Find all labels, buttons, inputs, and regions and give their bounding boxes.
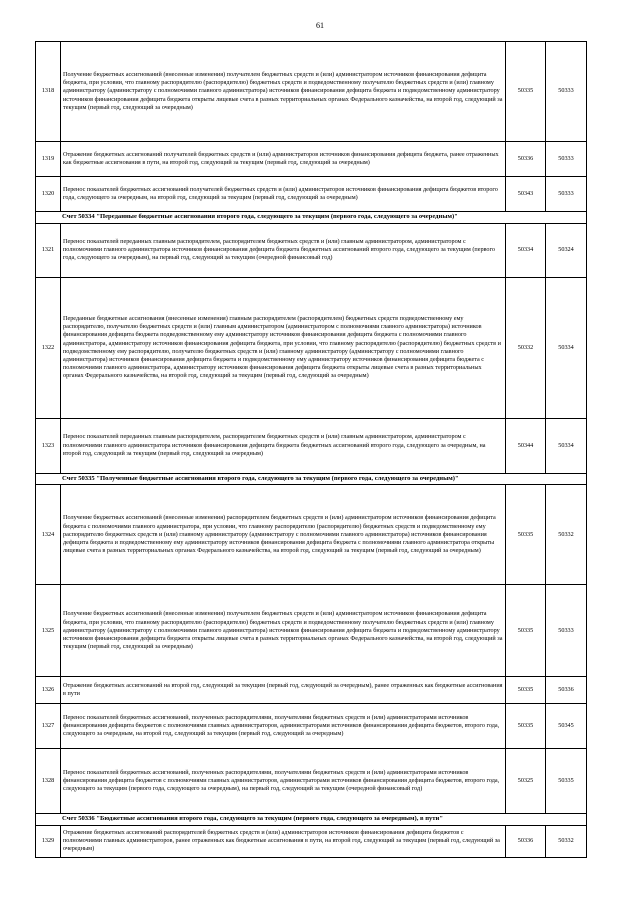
operation-description: Переданные бюджетные ассигнования (внесенные изменения) главным распорядителем (распорядителем) бюджетных средств подведомственному ему распорядителю, получателю бюджетных средств и (или) главным администратором (администратором с полномочиями главного администратора) источников финансирования дефицита бюджета подведомственному ему администратору источников финансирования дефицита бюджета с полномочиями главного администратора, администратору источников финансирования дефицита бюджета, при условии, что главному распорядителю (распорядителю) бюджетных средств и подведомственному ему распорядителю, получателю бюджетных средств и (или) главному администратору (администратору с полномочиями главного администратора) источников финансирования дефицита бюджета и подведомственному ему администратору источников финансирования дефицита бюджета с полномочиями главного администратора, администратору источников финансирования дефицита бюджета открыты лицевые счета в разных территориальных органах Федерального казначейства, на второй год, следующий за текущим (первый год, следующий за очередным) <box>61 277 506 418</box>
account-section-header <box>36 814 587 826</box>
debit-account: 50335 <box>506 485 546 585</box>
credit-account: 50332 <box>546 485 587 585</box>
debit-account: 50332 <box>506 277 546 418</box>
debit-account: 50335 <box>506 585 546 677</box>
operation-description: Получение бюджетных ассигнований (внесенные изменения) получателем бюджетных средств и (или) администратором источников финансирования дефицита бюджета, при условии, что главному распорядителю (распорядителю) бюджетных средств и подведомственному получателю бюджетных средств и (или) главному администратору (администратору с полномочиями главного администратора) источников финансирования дефицита бюджета и подведомственному администратору источников финансирования дефицита бюджета открыты лицевые счета в разных территориальных органах Федерального казначейства, на второй год, следующий за текущим (первый год, следующий за очередным) <box>61 42 506 142</box>
operation-description: Перенос показателей переданных главным распорядителем, распорядителем бюджетных средств и (или) главным администратором, администратором с полномочиями главного администратора источников финансирования дефицита бюджета бюджетных ассигнований второго года, следующего за текущим (первого года, следующего за очередным), на первый год, следующий за текущим (очередной финансовый год) <box>61 223 506 277</box>
credit-account: 50336 <box>546 677 587 704</box>
debit-account: 50335 <box>506 704 546 749</box>
accounting-entries-table <box>35 41 587 858</box>
credit-account: 50332 <box>546 825 587 857</box>
table-row <box>36 585 587 677</box>
credit-account: 50345 <box>546 704 587 749</box>
row-number: 1325 <box>36 585 61 677</box>
row-number: 1323 <box>36 418 61 473</box>
operation-description: Перенос показателей переданных главным распорядителем, распорядителем бюджетных средств и (или) главным администратором, администратором с полномочиями главного администратора источников финансирования дефицита бюджета бюджетных ассигнований второго года, следующего за очередным, на второй год, следующий за текущим (первый год, следующий за очередным) <box>61 418 506 473</box>
credit-account: 50333 <box>546 42 587 142</box>
account-section-title: Счет 50335 "Полученные бюджетные ассигнования второго года, следующего за текущим (первого года, следующего за очередным)" <box>36 473 587 485</box>
credit-account: 50333 <box>546 177 587 212</box>
row-number: 1327 <box>36 704 61 749</box>
operation-description: Получение бюджетных ассигнований (внесенные изменения) получателем бюджетных средств и (или) администратором источников финансирования дефицита бюджета, при условии, что главному распорядителю (распорядителю) бюджетных средств и подведомственному получателю бюджетных средств и (или) главному администратору (администратору с полномочиями главного администратора) источников финансирования дефицита бюджета и подведомственному администратору источников финансирования дефицита бюджета открыты лицевые счета в разных территориальных органах Федерального казначейства, на второй год, следующий за текущим (первый год, следующий за очередным) <box>61 585 506 677</box>
operation-description: Получение бюджетных ассигнований (внесенные изменения) распорядителем бюджетных средств и (или) администратором источников финансирования дефицита бюджета с полномочиями главного администратора, при условии, что главному распорядителю (распорядителю) бюджетных средств и подведомственному ему распорядителю бюджетных средств и (или) главному администратору (администратору с полномочиями главного администратора) источников финансирования дефицита бюджета и подведомственному ему администратору источников финансирования дефицита бюджета с полномочиями главного администратора открыты лицевые счета в разных территориальных органах Федерального казначейства, на второй год, следующий за текущим (первый год, следующий за очередным) <box>61 485 506 585</box>
row-number: 1318 <box>36 42 61 142</box>
table-row <box>36 142 587 177</box>
account-section-header <box>36 212 587 224</box>
credit-account: 50333 <box>546 142 587 177</box>
debit-account: 50335 <box>506 42 546 142</box>
operation-description: Перенос показателей бюджетных ассигнований, полученных распорядителями, получателями бюджетных средств и (или) администраторами источников финансирования дефицита бюджетов с полномочиями главных администраторов, администраторами источников финансирования дефицита бюджетов, второго года, следующего за очередным, на второй год, следующий за текущим (первый год, следующий за очередным) <box>61 704 506 749</box>
account-section-title: Счет 50336 "Бюджетные ассигнования второго года, следующего за текущим (первого года, следующего за очередным), в пути" <box>36 814 587 826</box>
credit-account: 50335 <box>546 749 587 814</box>
row-number: 1321 <box>36 223 61 277</box>
credit-account: 50334 <box>546 277 587 418</box>
row-number: 1329 <box>36 825 61 857</box>
table-row <box>36 749 587 814</box>
table-row <box>36 485 587 585</box>
debit-account: 50336 <box>506 825 546 857</box>
row-number: 1319 <box>36 142 61 177</box>
page-number: 61 <box>316 21 324 30</box>
debit-account: 50344 <box>506 418 546 473</box>
table-row <box>36 277 587 418</box>
account-section-header <box>36 473 587 485</box>
table-row <box>36 677 587 704</box>
table-row <box>36 223 587 277</box>
operation-description: Отражение бюджетных ассигнований на второй год, следующий за текущим (первый год, следующий за очередным), ранее отраженных как бюджетные ассигнования в пути <box>61 677 506 704</box>
table-row <box>36 418 587 473</box>
operation-description: Отражение бюджетных ассигнований распорядителей бюджетных средств и (или) администраторов источников финансирования дефицита бюджетов с полномочиями главных администраторов, ранее отраженных как бюджетные ассигнования в пути, на второй год, следующий за текущим (первый год, следующий за очередным) <box>61 825 506 857</box>
debit-account: 50336 <box>506 142 546 177</box>
row-number: 1326 <box>36 677 61 704</box>
table-row <box>36 704 587 749</box>
debit-account: 50343 <box>506 177 546 212</box>
debit-account: 50325 <box>506 749 546 814</box>
credit-account: 50333 <box>546 585 587 677</box>
credit-account: 50324 <box>546 223 587 277</box>
operation-description: Перенос показателей бюджетных ассигнований получателей бюджетных средств и (или) администраторов источников финансирования дефицита бюджетов второго года, следующего за очередным, на второй год, следующий за текущим (первый год, следующий за очередным) <box>61 177 506 212</box>
row-number: 1320 <box>36 177 61 212</box>
row-number: 1322 <box>36 277 61 418</box>
account-section-title: Счет 50334 "Переданные бюджетные ассигнования второго года, следующего за текущим (первого года, следующего за очередным)" <box>36 212 587 224</box>
operation-description: Отражение бюджетных ассигнований получателей бюджетных средств и (или) администраторов источников финансирования дефицита бюджета, ранее отраженных как бюджетные ассигнования в пути, на второй год, следующий за текущим (первый год, следующий за очередным) <box>61 142 506 177</box>
table-row <box>36 825 587 857</box>
debit-account: 50334 <box>506 223 546 277</box>
row-number: 1328 <box>36 749 61 814</box>
row-number: 1324 <box>36 485 61 585</box>
debit-account: 50335 <box>506 677 546 704</box>
table-row <box>36 42 587 142</box>
table-row <box>36 177 587 212</box>
operation-description: Перенос показателей бюджетных ассигнований, полученных распорядителями, получателями бюджетных средств и (или) администраторами источников финансирования дефицита бюджетов с полномочиями главных администраторов, администраторами источников финансирования дефицита бюджетов, второго года, следующего за текущим (первого года, следующего за очередным), на первый год, следующий за текущим (очередной финансовый год) <box>61 749 506 814</box>
credit-account: 50334 <box>546 418 587 473</box>
